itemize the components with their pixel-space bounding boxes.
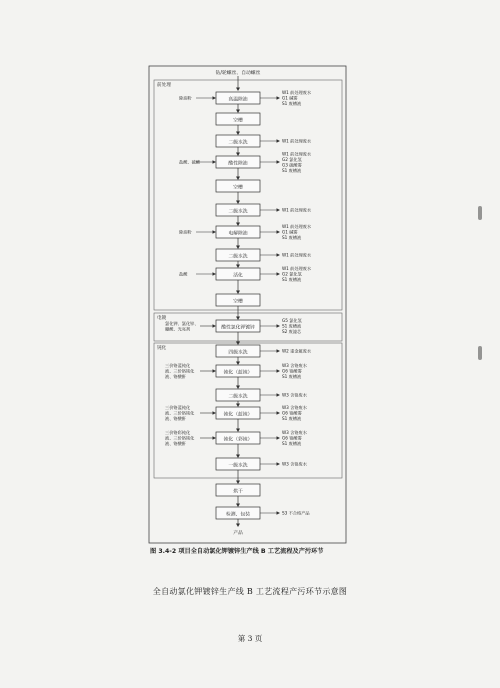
output-pollutant-label: S1 废槽液 [282,374,302,379]
top-input-label: 钻/轮螺丝、自动螺丝 [215,71,261,76]
input-material-label: 液、三价铬钝化 [165,368,195,374]
output-pollutant-label: G2 氯化氢 [282,156,302,162]
input-material-label: 除油粉 [179,229,192,235]
flow-arrow-head [236,132,240,136]
output-pollutant-label: S2 废滤芯 [282,329,302,334]
input-material-label: 液、三价铬钝化 [165,410,195,416]
input-arrow-head [236,88,240,92]
flow-arrow-head [236,386,240,390]
flow-arrow-head [236,404,240,408]
process-step-label: 烘干 [233,489,243,495]
flow-arrow-head [236,362,240,366]
flow-arrow-head [236,265,240,269]
flow-arrow-head [236,223,240,227]
main-caption: 全自动氯化钾镀锌生产线 B 工艺流程产污环节示意图 [152,587,348,596]
flow-arrow-head [236,481,240,485]
output-arrow-head [277,139,281,143]
input-material-label: 除油粉 [179,95,192,101]
input-material-label: 硼酸、光亮剂 [165,326,191,332]
flow-arrow-head [236,291,240,295]
output-pollutant-label: W1 前处理废水 [282,266,312,271]
process-step-label: 钝化（蓝钝） [223,412,253,418]
input-arrow-head [213,369,217,373]
output-arrow-head [277,393,281,397]
output-pollutant-label: W3 含铬废水 [282,430,307,435]
process-step-label: 四级水洗 [228,350,248,356]
process-step-label: 空槽 [233,118,243,124]
output-pollutant-label: G3 硫酸雾 [282,162,302,168]
flow-arrow-head [236,153,240,157]
process-step-label: 活化 [233,273,243,279]
binding-mark [478,206,482,220]
output-arrow-head [277,324,281,328]
output-pollutant-label: W1 前处理废水 [282,207,312,213]
page-number: 第 3 页 [237,634,263,643]
output-pollutant-label: W1 前处理废水 [282,252,312,258]
flow-arrow-head [236,317,240,321]
output-pollutant-label: S1 废槽液 [282,323,302,329]
flow-arrow-head [236,429,240,433]
process-step-label: 空槽 [233,185,243,191]
output-pollutant-label: S1 废槽液 [282,235,302,240]
process-step-label: 酸性氯化钾镀锌 [221,325,255,331]
output-pollutant-label: G2 氯化氢 [282,271,302,277]
input-material-label: 三价铬蓝钝化 [165,363,191,368]
output-arrow-head [277,369,281,373]
flow-arrow-head [236,246,240,250]
figure-caption: 图 3.4-2 项目全自动氯化钾镀锌生产线 B 工艺流程及产污环节 [150,548,324,555]
input-arrow-head [213,160,217,164]
input-arrow-head [213,324,217,328]
output-arrow-head [277,411,281,415]
output-arrow-head [277,462,281,466]
input-material-label: 三价铬蓝钝化 [165,405,191,410]
process-step-label: 空槽 [233,299,243,305]
binding-mark [478,346,482,360]
output-arrow-head [277,272,281,276]
flow-arrow-head [236,177,240,181]
output-arrow-head [277,511,281,515]
process-step-label: 酸性除油 [228,161,248,167]
output-pollutant-label: W2 重金属废水 [282,348,312,354]
process-step-label: 电解除油 [228,231,248,237]
process-step-label: 二级水洗 [228,394,248,400]
output-pollutant-label: W1 前处理废水 [282,224,312,229]
input-material-label: 液、铬酸酐 [165,441,186,446]
output-pollutant-label: S1 废槽液 [282,441,302,446]
output-arrow-head [277,253,281,257]
output-product-arrow-head [236,524,240,528]
passivation-section-label: 钝化 [157,346,167,351]
process-step-label: 高温除油 [228,97,248,103]
input-material-label: 三价铬彩钝化 [165,430,191,435]
input-arrow-head [213,411,217,415]
output-pollutant-label: S1 废槽液 [282,277,302,282]
input-material-label: 盐酸 [179,271,188,277]
input-material-label: 液、铬酸酐 [165,416,186,421]
output-pollutant-label: S3 不合格产品 [282,510,310,516]
input-arrow-head [213,96,217,100]
output-arrow-head [277,96,281,100]
input-arrow-head [213,272,217,276]
output-pollutant-label: S1 废槽液 [282,101,302,106]
process-step-label: 二级水洗 [228,140,248,146]
galvanize-section-label: 电镀 [157,316,167,321]
flow-arrow-head [236,455,240,459]
output-arrow-head [277,436,281,440]
process-step-label: 钝化（彩钝） [223,437,253,443]
output-pollutant-label: G5 氯化氢 [282,318,302,323]
output-pollutant-label: G1 碱雾 [282,229,298,235]
output-pollutant-label: W1 前处理废水 [282,90,312,95]
output-pollutant-label: S1 废槽液 [282,167,302,173]
output-pollutant-label: W3 含铬废水 [282,405,307,410]
input-arrow-head [213,230,217,234]
flow-arrow-head [236,504,240,508]
output-pollutant-label: W3 含铬废水 [282,363,307,368]
output-arrow-head [277,230,281,234]
input-material-label: 液、三价铬钝化 [165,435,195,441]
input-material-label: 盐酸、硫酸 [179,159,200,165]
process-step-label: 二级水洗 [228,209,248,215]
output-pollutant-label: G1 碱雾 [282,95,298,101]
output-arrow-head [277,160,281,164]
output-arrow-head [277,208,281,212]
output-arrow-head [277,349,281,353]
process-step-label: 检测、包装 [226,512,250,518]
output-pollutant-label: W3 含铬废水 [282,392,307,398]
process-step-label: 一级水洗 [228,463,248,469]
output-pollutant-label: G6 铬酸雾 [282,410,302,416]
output-pollutant-label: G6 铬酸雾 [282,368,302,374]
input-material-label: 氯化钾、氯化锌、 [165,320,199,326]
input-arrow-head [213,436,217,440]
product-label: 产品 [233,531,243,536]
process-step-label: 钝化（蓝钝） [223,370,253,376]
output-pollutant-label: W1 前处理废水 [282,138,312,144]
output-pollutant-label: W1 前处理废水 [282,151,312,157]
flow-arrow-head [236,110,240,114]
output-pollutant-label: W3 含铬废水 [282,461,307,467]
input-material-label: 液、铬酸酐 [165,374,186,379]
output-pollutant-label: G6 铬酸雾 [282,435,302,441]
output-pollutant-label: S1 废槽液 [282,416,302,421]
flow-arrow-head [236,201,240,205]
process-step-label: 二级水洗 [228,254,248,260]
pretreatment-section-label: 前处理 [157,83,171,88]
